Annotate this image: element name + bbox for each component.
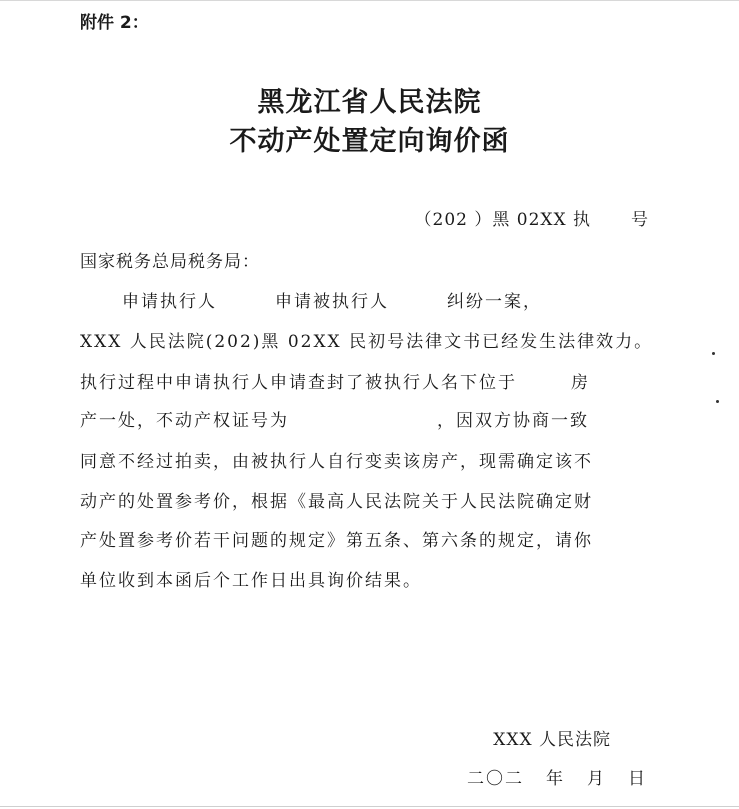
attachment-label: 附件 2：: [80, 13, 149, 33]
body-line-3: [80, 368, 590, 393]
date-year: 二〇二: [467, 769, 524, 789]
body-line-2: XXX 人民法院(202)黑 02XX 民初号法律文书已经发生法律效力。: [80, 332, 654, 352]
applicant-label: 申请执行人: [122, 292, 217, 312]
document-number: [415, 205, 650, 230]
recipient: 国家税务总局税务局：: [80, 252, 260, 272]
date-year-unit: 年: [546, 769, 565, 789]
document-title-subject: 不动产处置定向询价函: [229, 126, 510, 157]
body-line-8: 单位收到本函后个工作日出具询价结果。: [80, 571, 422, 591]
body-line-4-text: 产一处，不动产权证号为: [80, 411, 289, 431]
case-suffix: 纠纷一案，: [447, 292, 542, 312]
scan-speck: [712, 352, 715, 355]
page-bottom-edge: [0, 806, 739, 807]
body-line-5: 同意不经过拍卖，由被执行人自行变卖该房产，现需确定该不: [80, 452, 593, 472]
date-day-unit: 日: [628, 769, 647, 789]
signing-court: XXX 人民法院: [493, 730, 611, 750]
body-line-6: 动产的处置参考价，根据《最高人民法院关于人民法院确定财: [80, 492, 593, 512]
date-month-unit: 月: [587, 769, 606, 789]
page-top-edge: [0, 0, 739, 1]
body-line-3-text: 执行过程中申请执行人申请查封了被执行人名下位于: [80, 373, 517, 393]
body-line-3-end: 房: [571, 373, 590, 393]
respondent-label: 申请被执行人: [275, 292, 389, 312]
body-line-7: 产处置参考价若干问题的规定》第五条、第六条的规定，请你: [80, 531, 593, 551]
body-line-4-end: ，因双方协商一致: [437, 411, 589, 431]
body-line-1: [80, 287, 542, 312]
document-number-suffix: 号: [631, 210, 649, 230]
document-number-prefix: （202 ）黑 02XX 执: [414, 210, 591, 230]
body-line-4: [80, 406, 589, 431]
scan-speck: [716, 400, 719, 403]
document-title-court: 黑龙江省人民法院: [257, 87, 482, 118]
signing-date: [467, 764, 647, 789]
